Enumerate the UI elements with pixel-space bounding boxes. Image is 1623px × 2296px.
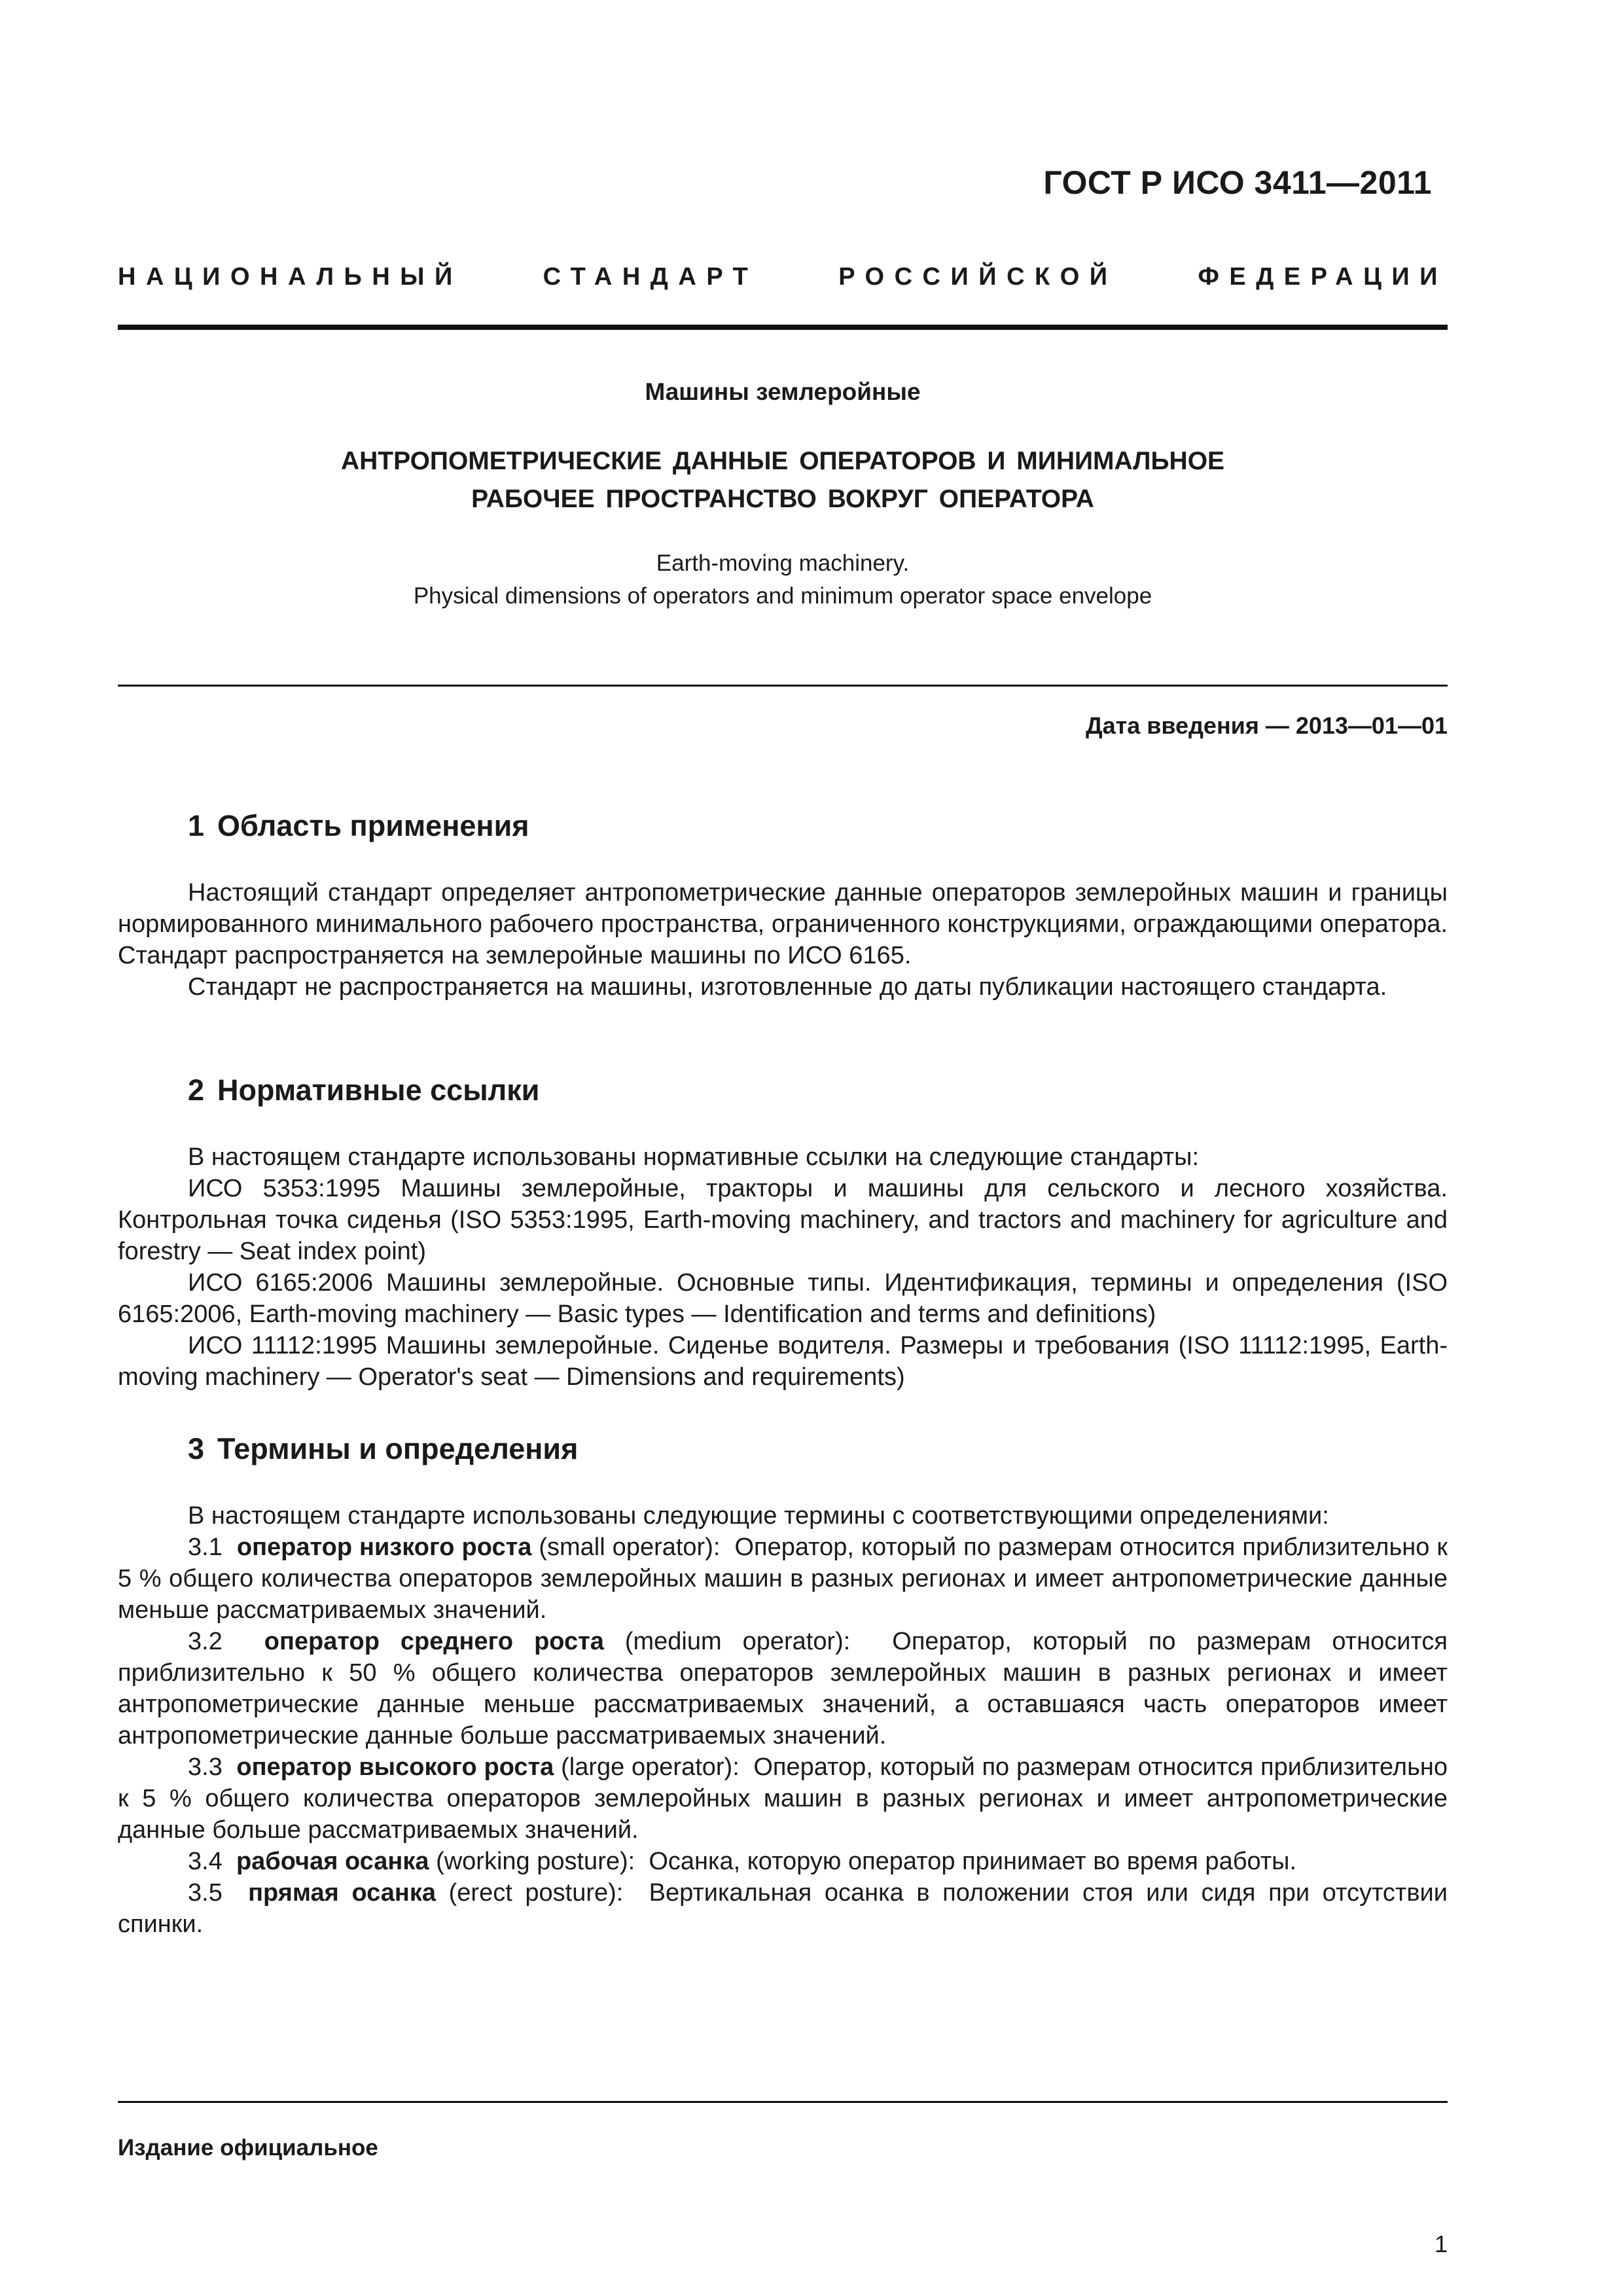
term-definition — [118, 1877, 1448, 1940]
reference-item: ИСО 11112:1995 Машины землеройные. Сиденье водителя. Размеры и требования (ISO 11112:1995, Earth-moving machinery — Operator's seat — Dimensions and requirements) — [118, 1332, 1448, 1391]
document-title — [118, 442, 1448, 518]
section-heading — [118, 806, 1448, 846]
section-title: Нормативные ссылки — [217, 1073, 540, 1107]
footer-divider — [118, 2101, 1448, 2103]
section-heading — [118, 1071, 1448, 1110]
paragraph: Настоящий стандарт определяет антропометрические данные операторов землеройных машин и границы нормированного минимального рабочего пространства, ограниченного конструкциями, ограждающими оператора. Стандарт распространяется на землеройные машины по ИСО 6165. — [118, 879, 1448, 969]
term-english: (small operator): — [539, 1534, 721, 1561]
reference-item: ИСО 5353:1995 Машины землеройные, тракторы и машины для сельского и лесного хозяйства. Контрольная точка сиденья (ISO 5353:1995, Earth-moving machinery, and tractors and machinery for agriculture and forestry — Seat index point) — [118, 1175, 1448, 1265]
term-english: (medium operator): — [624, 1628, 851, 1655]
section-number: 1 — [188, 809, 205, 842]
term-text: Оператор, который по размерам относится приблизительно к 5 % общего количества операторов землеройных машин в разных регионах и имеет антропометрические данные меньше рассматриваемых значений. — [118, 1534, 1448, 1624]
term-number: 3.5 — [188, 1879, 223, 1907]
banner-word: РОССИЙСКОЙ — [838, 263, 1118, 291]
term-definition — [118, 1626, 1448, 1751]
title-line: АНТРОПОМЕТРИЧЕСКИЕ ДАННЫЕ ОПЕРАТОРОВ И МИНИМАЛЬНОЕ — [340, 447, 1225, 475]
term-name: оператор низкого роста — [236, 1534, 532, 1561]
national-standard-banner — [118, 263, 1448, 291]
title-group: Машины землеройные — [645, 378, 921, 405]
paragraph: В настоящем стандарте использованы нормативные ссылки на следующие стандарты: — [188, 1143, 1200, 1171]
term-name: рабочая осанка — [236, 1848, 429, 1875]
header-divider — [118, 325, 1448, 330]
term-english: (working posture): — [436, 1848, 635, 1875]
section-references — [118, 1071, 1448, 1393]
reference-item: ИСО 6165:2006 Машины землеройные. Основные типы. Идентификация, термины и определения (ISO 6165:2006, Earth-moving machinery — Basic types — Identification and terms and definitions) — [118, 1269, 1448, 1328]
term-definition — [118, 1846, 1448, 1877]
banner-word: НАЦИОНАЛЬНЫЙ — [118, 263, 463, 291]
term-number: 3.3 — [188, 1753, 223, 1781]
section-terms — [118, 1429, 1448, 1940]
term-english: (large operator): — [561, 1753, 740, 1781]
english-title-line: Earth-moving machinery. — [656, 550, 910, 576]
section-number: 2 — [188, 1073, 205, 1107]
page-number: 1 — [1434, 2231, 1448, 2257]
title-line: РАБОЧЕЕ ПРОСТРАНСТВО ВОКРУГ ОПЕРАТОРА — [471, 485, 1094, 513]
title-divider — [118, 685, 1448, 687]
english-title — [118, 547, 1448, 613]
paragraph: В настоящем стандарте использованы следующие термины с соответствующими определениями: — [188, 1502, 1329, 1530]
introduction-date: Дата введения — 2013—01—01 — [1085, 712, 1448, 739]
term-number: 3.1 — [188, 1534, 223, 1561]
term-name: оператор среднего роста — [264, 1628, 604, 1655]
section-number: 3 — [188, 1432, 205, 1465]
section-heading — [118, 1429, 1448, 1469]
english-title-line: Physical dimensions of operators and minimum operator space envelope — [413, 583, 1152, 609]
term-name: оператор высокого роста — [236, 1753, 554, 1781]
standard-designation: ГОСТ Р ИСО 3411—2011 — [1043, 164, 1432, 201]
term-text: Оператор, который по размерам относится приблизительно к 50 % общего количества операторов землеройных машин в разных регионах и имеет антропометрические данные меньше рассматриваемых значений, а оставшаяся часть операторов имеет антропометрические данные больше рассматриваемых значений. — [118, 1628, 1448, 1749]
banner-word: ФЕДЕРАЦИИ — [1198, 263, 1448, 291]
term-text: Осанка, которую оператор принимает во время работы. — [649, 1848, 1297, 1875]
term-number: 3.4 — [188, 1848, 223, 1875]
section-title: Область применения — [217, 809, 529, 842]
term-definition — [118, 1532, 1448, 1626]
term-name: прямая осанка — [248, 1879, 436, 1907]
term-number: 3.2 — [188, 1628, 223, 1655]
term-text: Оператор, который по размерам относится приблизительно к 5 % общего количества операторов землеройных машин в разных регионах и имеет антропометрические данные больше рассматриваемых значений. — [118, 1753, 1448, 1844]
paragraph: Стандарт не распространяется на машины, изготовленные до даты публикации настоящего стандарта. — [188, 973, 1387, 1001]
term-text: Вертикальная осанка в положении стоя или сидя при отсутствии спинки. — [118, 1879, 1448, 1938]
section-title: Термины и определения — [217, 1432, 579, 1465]
section-scope — [118, 806, 1448, 1003]
official-edition-label: Издание официальное — [118, 2135, 378, 2161]
banner-word: СТАНДАРТ — [543, 263, 758, 291]
term-english: (erect posture): — [448, 1879, 624, 1907]
term-definition — [118, 1751, 1448, 1846]
